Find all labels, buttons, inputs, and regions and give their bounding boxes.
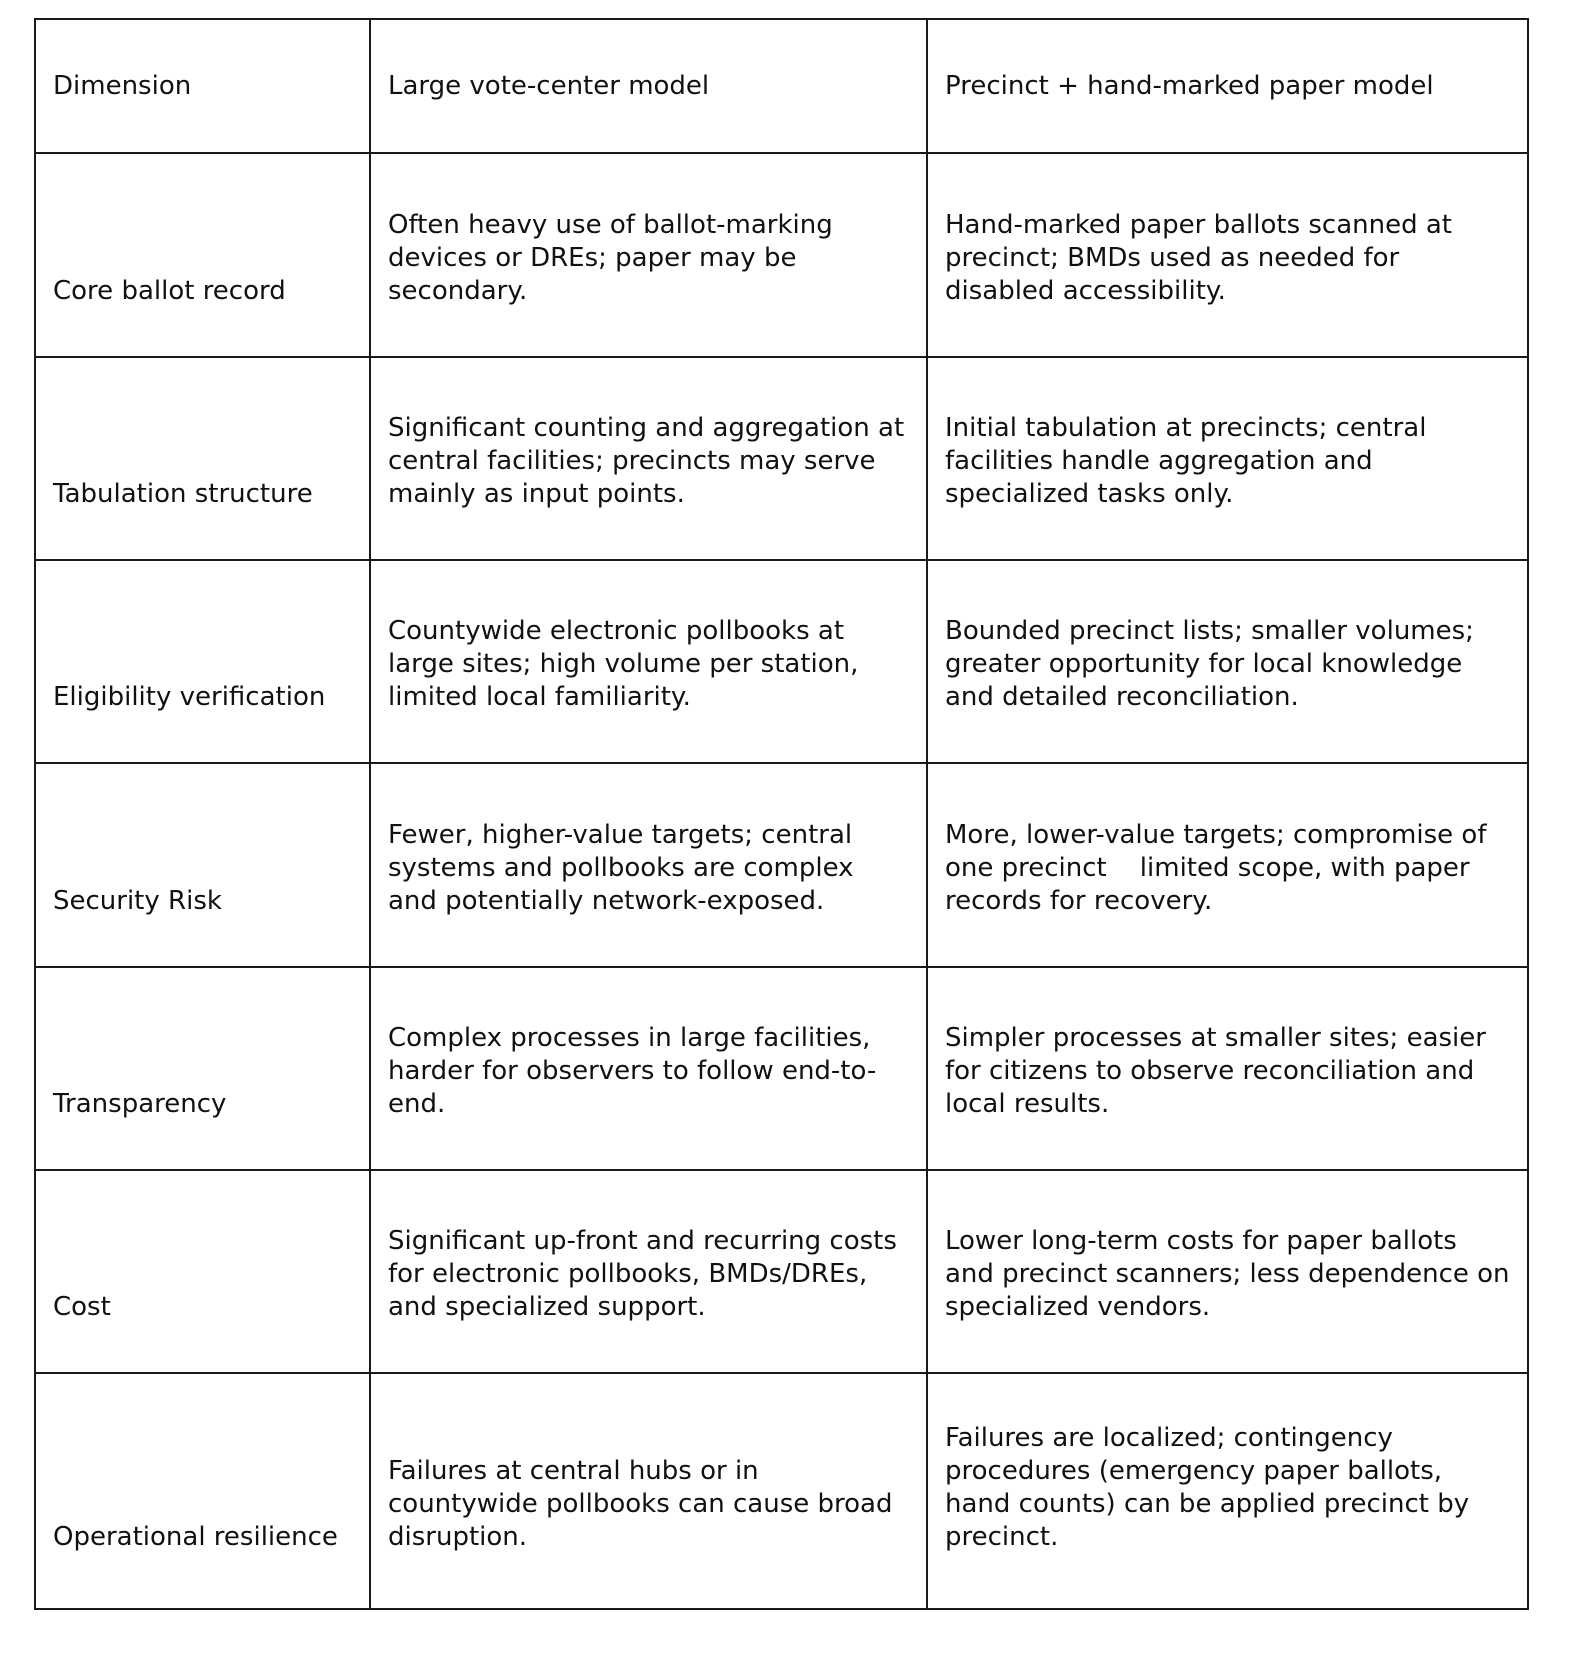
table-row bbox=[35, 560, 1528, 763]
row-dimension: Cost bbox=[35, 1170, 370, 1373]
row-dimension: Tabulation structure bbox=[35, 357, 370, 560]
row-vote-center: Significant up-front and recurring costs for electronic pollbooks, BMDs/DREs, and specialized support. bbox=[370, 1170, 927, 1373]
header-dimension: Dimension bbox=[35, 19, 370, 153]
row-vote-center: Often heavy use of ballot-marking devices or DREs; paper may be secondary. bbox=[370, 153, 927, 357]
row-dimension: Core ballot record bbox=[35, 153, 370, 357]
table-row bbox=[35, 357, 1528, 560]
comparison-table bbox=[34, 18, 1529, 1610]
row-dimension: Transparency bbox=[35, 967, 370, 1170]
row-precinct: Initial tabulation at precincts; central facilities handle aggregation and specialized tasks only. bbox=[927, 357, 1528, 560]
row-precinct: Lower long-term costs for paper ballots and precinct scanners; less dependence on specialized vendors. bbox=[927, 1170, 1528, 1373]
row-vote-center: Significant counting and aggregation at central facilities; precincts may serve mainly as input points. bbox=[370, 357, 927, 560]
row-precinct: Hand-marked paper ballots scanned at precinct; BMDs used as needed for disabled accessibility. bbox=[927, 153, 1528, 357]
header-row bbox=[35, 19, 1528, 153]
row-vote-center: Countywide electronic pollbooks at large sites; high volume per station, limited local familiarity. bbox=[370, 560, 927, 763]
table-row bbox=[35, 1170, 1528, 1373]
table-row bbox=[35, 1373, 1528, 1609]
row-vote-center: Complex processes in large facilities, harder for observers to follow end-to-end. bbox=[370, 967, 927, 1170]
table-row bbox=[35, 763, 1528, 967]
row-vote-center: Fewer, higher-value targets; central systems and pollbooks are complex and potentially network-exposed. bbox=[370, 763, 927, 967]
row-dimension: Security Risk bbox=[35, 763, 370, 967]
row-vote-center: Failures at central hubs or in countywide pollbooks can cause broad disruption. bbox=[370, 1373, 927, 1609]
row-precinct: Failures are localized; contingency procedures (emergency paper ballots, hand counts) can be applied precinct by precinct. bbox=[927, 1373, 1528, 1609]
header-precinct: Precinct + hand-marked paper model bbox=[927, 19, 1528, 153]
header-vote-center: Large vote-center model bbox=[370, 19, 927, 153]
row-dimension: Operational resilience bbox=[35, 1373, 370, 1609]
row-precinct: More, lower-value targets; compromise of one precinct limited scope, with paper records for recovery. bbox=[927, 763, 1528, 967]
row-precinct: Simpler processes at smaller sites; easier for citizens to observe reconciliation and local results. bbox=[927, 967, 1528, 1170]
table-row bbox=[35, 967, 1528, 1170]
row-dimension: Eligibility verification bbox=[35, 560, 370, 763]
table-row bbox=[35, 153, 1528, 357]
row-precinct: Bounded precinct lists; smaller volumes; greater opportunity for local knowledge and detailed reconciliation. bbox=[927, 560, 1528, 763]
